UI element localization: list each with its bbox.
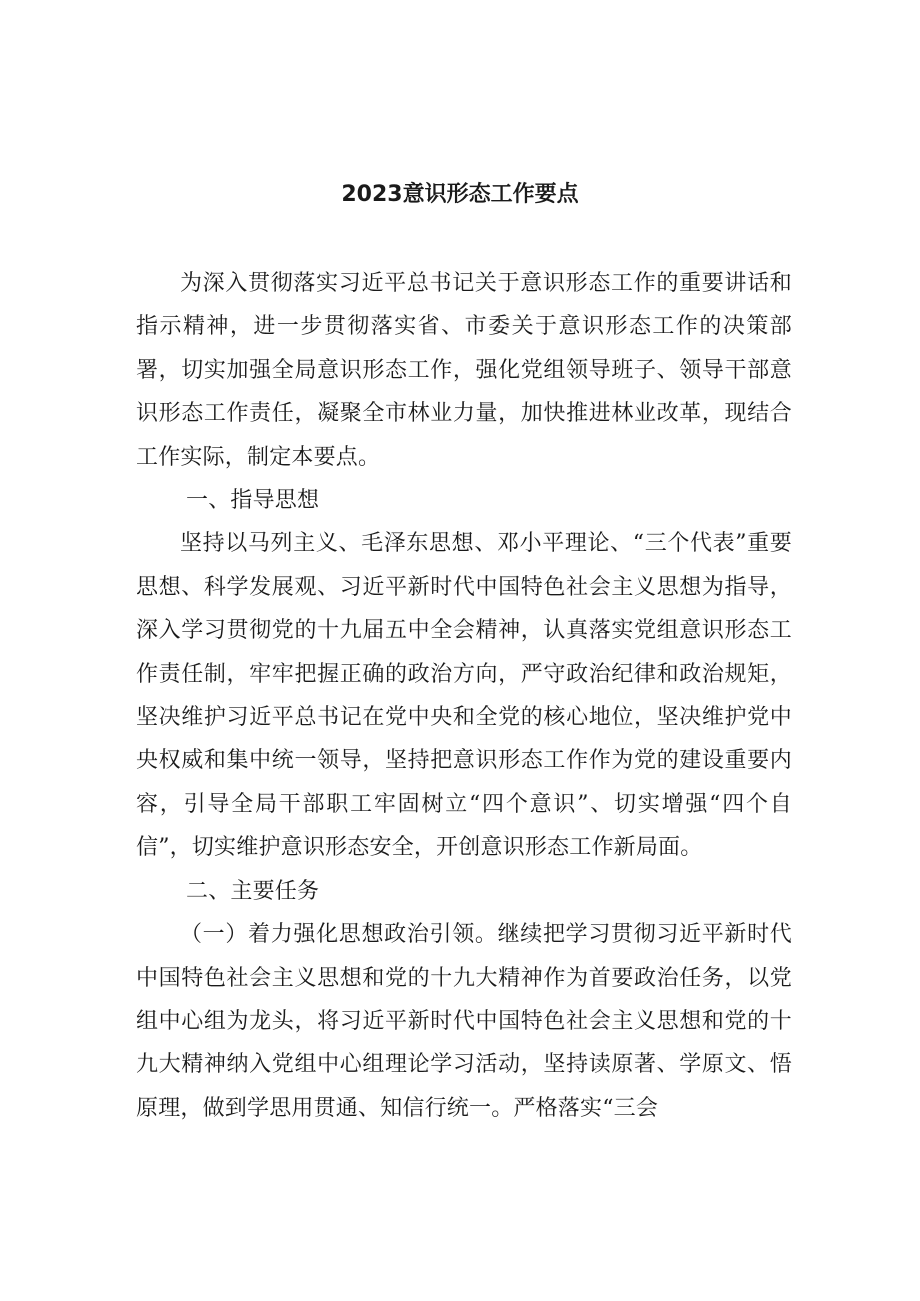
document-body — [136, 262, 792, 1130]
section-heading-main-tasks: 二、主要任务 — [186, 878, 320, 904]
main-tasks-item-1-paragraph: （一）着力强化思想政治引领。继续把学习贯彻习近平新时代中国特色社会主义思想和党的十九大精神作为首要政治任务，以党组中心组为龙头，将习近平新时代中国特色社会主义思想和党的十九大精神纳入党组中心组理论学习活动，坚持读原著、学原文、悟原理，做到学思用贯通、知信行统一。严格落实“三会 — [136, 922, 792, 1121]
intro-paragraph: 为深入贯彻落实习近平总书记关于意识形态工作的重要讲话和指示精神，进一步贯彻落实省、市委关于意识形态工作的决策部署，切实加强全局意识形态工作，强化党组领导班子、领导干部意识形态工作责任，凝聚全市林业力量，加快推进林业改革，现结合工作实际，制定本要点。 — [136, 271, 792, 470]
guiding-ideology-paragraph: 坚持以马列主义、毛泽东思想、邓小平理论、“三个代表”重要思想、科学发展观、习近平新时代中国特色社会主义思想为指导，深入学习贯彻党的十九届五中全会精神，认真落实党组意识形态工作责任制，牢牢把握正确的政治方向，严守政治纪律和政治规矩，坚决维护习近平总书记在党中央和全党的核心地位，坚决维护党中央权威和集中统一领导，坚持把意识形态工作作为党的建设重要内容，引导全局干部职工牢固树立“四个意识”、切实增强“四个自信”，切实维护意识形态安全，开创意识形态工作新局面。 — [136, 531, 792, 861]
document-title: 2023意识形态工作要点 — [341, 182, 579, 207]
section-heading-guiding-ideology: 一、指导思想 — [186, 488, 320, 514]
